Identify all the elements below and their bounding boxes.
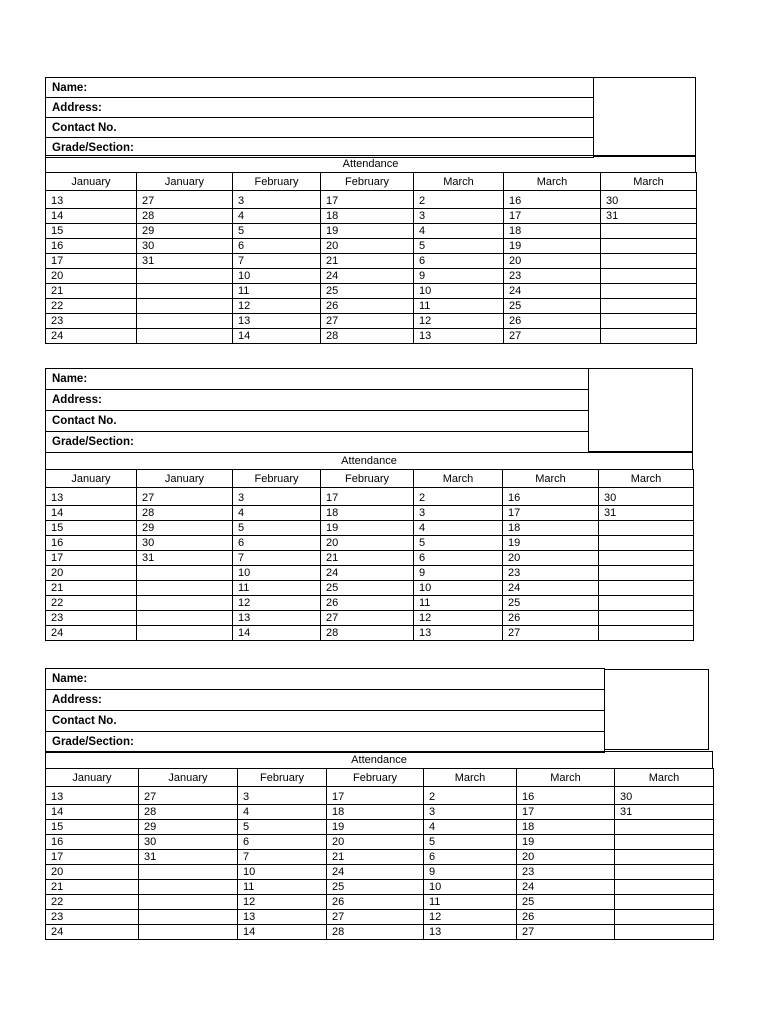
date-cell: 5: [233, 224, 321, 239]
date-cell: 31: [599, 506, 694, 521]
month-header: March: [504, 173, 601, 191]
date-cell: 13: [424, 925, 517, 940]
date-cell: 13: [414, 626, 503, 641]
date-cell: 10: [414, 581, 503, 596]
date-cell: 23: [46, 611, 137, 626]
date-cell: 24: [503, 581, 599, 596]
date-cell: 12: [414, 611, 503, 626]
date-cell: 17: [504, 209, 601, 224]
month-header: March: [414, 470, 503, 488]
date-cell: 21: [46, 581, 137, 596]
date-cell: 16: [503, 488, 599, 506]
date-cell: 18: [321, 209, 414, 224]
date-cell: 18: [504, 224, 601, 239]
date-cell: [139, 895, 238, 910]
date-cell: 16: [46, 536, 137, 551]
date-cell: [601, 314, 697, 329]
date-cell: 12: [233, 596, 321, 611]
date-cell: 6: [414, 254, 504, 269]
date-cell: 30: [599, 488, 694, 506]
table-row: [46, 521, 694, 536]
date-cell: 14: [238, 925, 327, 940]
date-cell: 20: [46, 269, 137, 284]
date-cell: [137, 611, 233, 626]
name-label: Name:: [46, 78, 593, 98]
date-cell: 23: [46, 910, 139, 925]
date-cell: 22: [46, 299, 137, 314]
date-cell: 29: [137, 224, 233, 239]
date-cell: 28: [139, 805, 238, 820]
date-cell: 24: [46, 925, 139, 940]
date-cell: 6: [233, 536, 321, 551]
date-cell: 17: [517, 805, 615, 820]
date-cell: 5: [414, 239, 504, 254]
month-header: February: [327, 769, 424, 787]
date-cell: [599, 626, 694, 641]
date-cell: [137, 626, 233, 641]
date-cell: [601, 269, 697, 284]
table-row: [46, 805, 714, 820]
date-cell: 13: [414, 329, 504, 344]
table-row: [46, 925, 714, 940]
date-cell: 3: [233, 488, 321, 506]
date-cell: 17: [46, 850, 139, 865]
date-cell: 20: [321, 239, 414, 254]
date-cell: [601, 254, 697, 269]
date-cell: 23: [517, 865, 615, 880]
date-cell: 13: [46, 787, 139, 805]
date-cell: 17: [327, 787, 424, 805]
date-cell: [599, 566, 694, 581]
date-cell: 24: [327, 865, 424, 880]
date-cell: [615, 880, 714, 895]
date-cell: 30: [601, 191, 697, 209]
table-row: [46, 551, 694, 566]
table-row: [46, 536, 694, 551]
date-cell: [615, 925, 714, 940]
date-cell: 19: [327, 820, 424, 835]
date-cell: 30: [137, 536, 233, 551]
date-cell: 18: [321, 506, 414, 521]
table-row: [46, 850, 714, 865]
date-cell: 9: [414, 269, 504, 284]
date-cell: 18: [327, 805, 424, 820]
date-cell: 30: [615, 787, 714, 805]
date-cell: [615, 850, 714, 865]
date-cell: 9: [424, 865, 517, 880]
date-cell: [599, 536, 694, 551]
date-cell: 2: [414, 488, 503, 506]
attendance-table: [45, 768, 714, 940]
date-cell: [601, 224, 697, 239]
date-cell: 25: [504, 299, 601, 314]
student-info-block: [45, 368, 589, 453]
date-cell: [137, 596, 233, 611]
attendance-title: Attendance: [45, 452, 693, 469]
date-cell: 14: [46, 209, 137, 224]
month-header-row: [46, 769, 714, 787]
date-cell: 20: [503, 551, 599, 566]
table-row: [46, 566, 694, 581]
date-cell: [137, 269, 233, 284]
date-cell: 12: [233, 299, 321, 314]
date-cell: [137, 299, 233, 314]
date-cell: 22: [46, 596, 137, 611]
date-cell: 11: [424, 895, 517, 910]
date-cell: [615, 910, 714, 925]
date-cell: 20: [321, 536, 414, 551]
date-cell: 14: [233, 329, 321, 344]
date-cell: 31: [137, 254, 233, 269]
date-cell: 28: [321, 329, 414, 344]
date-cell: 24: [517, 880, 615, 895]
date-cell: 11: [233, 284, 321, 299]
date-cell: 13: [233, 611, 321, 626]
date-cell: 26: [321, 596, 414, 611]
table-row: [46, 865, 714, 880]
date-cell: [599, 551, 694, 566]
date-cell: 4: [238, 805, 327, 820]
name-label: Name:: [46, 669, 604, 690]
month-header: January: [137, 173, 233, 191]
date-cell: 26: [503, 611, 599, 626]
date-cell: 10: [424, 880, 517, 895]
date-cell: 31: [615, 805, 714, 820]
month-header: February: [238, 769, 327, 787]
date-cell: [601, 329, 697, 344]
month-header: March: [503, 470, 599, 488]
table-row: [46, 835, 714, 850]
date-cell: 24: [504, 284, 601, 299]
date-cell: 7: [233, 551, 321, 566]
date-cell: [137, 566, 233, 581]
month-header: February: [321, 173, 414, 191]
date-cell: [139, 880, 238, 895]
month-header-row: [46, 470, 694, 488]
date-cell: 23: [46, 314, 137, 329]
grade-section-label: Grade/Section:: [46, 432, 588, 453]
date-cell: 17: [46, 254, 137, 269]
date-cell: 3: [414, 506, 503, 521]
month-header: March: [414, 173, 504, 191]
date-cell: 14: [46, 805, 139, 820]
date-cell: 5: [414, 536, 503, 551]
date-cell: [599, 521, 694, 536]
date-cell: 2: [424, 787, 517, 805]
date-cell: 19: [321, 224, 414, 239]
date-cell: 20: [46, 566, 137, 581]
date-cell: 6: [233, 239, 321, 254]
date-cell: 29: [137, 521, 233, 536]
date-cell: 11: [414, 299, 504, 314]
photo-box: [593, 77, 696, 157]
table-row: [46, 488, 694, 506]
month-header: March: [517, 769, 615, 787]
date-cell: 10: [233, 269, 321, 284]
date-cell: 20: [517, 850, 615, 865]
date-cell: 14: [46, 506, 137, 521]
table-row: [46, 329, 697, 344]
date-cell: 21: [46, 284, 137, 299]
contact-label: Contact No.: [46, 118, 593, 138]
date-cell: [599, 596, 694, 611]
date-cell: 24: [46, 626, 137, 641]
attendance-title: Attendance: [45, 155, 696, 172]
date-cell: 26: [517, 910, 615, 925]
address-label: Address:: [46, 390, 588, 411]
month-header: January: [46, 470, 137, 488]
attendance-table: [45, 469, 694, 641]
date-cell: 27: [504, 329, 601, 344]
date-cell: 24: [321, 269, 414, 284]
date-cell: 23: [503, 566, 599, 581]
date-cell: 19: [321, 521, 414, 536]
month-header: February: [233, 470, 321, 488]
table-row: [46, 506, 694, 521]
date-cell: 14: [233, 626, 321, 641]
date-cell: 21: [321, 551, 414, 566]
date-cell: [139, 910, 238, 925]
grade-section-label: Grade/Section:: [46, 138, 593, 158]
date-cell: [601, 299, 697, 314]
date-cell: 21: [327, 850, 424, 865]
table-row: [46, 269, 697, 284]
date-cell: 31: [139, 850, 238, 865]
date-cell: 9: [414, 566, 503, 581]
date-cell: [615, 895, 714, 910]
date-cell: 27: [137, 488, 233, 506]
month-header: February: [233, 173, 321, 191]
date-cell: 26: [504, 314, 601, 329]
month-header: February: [321, 470, 414, 488]
date-cell: 17: [321, 191, 414, 209]
date-cell: 30: [137, 239, 233, 254]
date-cell: 5: [238, 820, 327, 835]
date-cell: 15: [46, 521, 137, 536]
date-cell: 5: [233, 521, 321, 536]
date-cell: [601, 284, 697, 299]
date-cell: 24: [46, 329, 137, 344]
date-cell: 17: [503, 506, 599, 521]
date-cell: 25: [503, 596, 599, 611]
date-cell: 10: [238, 865, 327, 880]
table-row: [46, 596, 694, 611]
table-row: [46, 254, 697, 269]
date-cell: 4: [233, 209, 321, 224]
date-cell: 28: [137, 506, 233, 521]
date-cell: 20: [504, 254, 601, 269]
month-header: March: [424, 769, 517, 787]
grade-section-label: Grade/Section:: [46, 732, 604, 753]
table-row: [46, 787, 714, 805]
date-cell: 13: [238, 910, 327, 925]
date-cell: 16: [46, 239, 137, 254]
date-cell: 31: [137, 551, 233, 566]
date-cell: 20: [46, 865, 139, 880]
date-cell: 25: [321, 581, 414, 596]
date-cell: 12: [414, 314, 504, 329]
table-row: [46, 224, 697, 239]
date-cell: 22: [46, 895, 139, 910]
date-cell: 2: [414, 191, 504, 209]
date-cell: 19: [504, 239, 601, 254]
date-cell: 3: [233, 191, 321, 209]
date-cell: 3: [238, 787, 327, 805]
date-cell: 11: [233, 581, 321, 596]
date-cell: 16: [504, 191, 601, 209]
contact-label: Contact No.: [46, 411, 588, 432]
date-cell: 7: [238, 850, 327, 865]
date-cell: 3: [424, 805, 517, 820]
date-cell: [615, 835, 714, 850]
date-cell: 31: [601, 209, 697, 224]
date-cell: 7: [233, 254, 321, 269]
table-row: [46, 611, 694, 626]
date-cell: 15: [46, 820, 139, 835]
date-cell: 17: [321, 488, 414, 506]
date-cell: [615, 820, 714, 835]
date-cell: 4: [233, 506, 321, 521]
attendance-table: [45, 172, 697, 344]
date-cell: 25: [327, 880, 424, 895]
date-cell: 26: [327, 895, 424, 910]
date-cell: 29: [139, 820, 238, 835]
date-cell: 28: [321, 626, 414, 641]
date-cell: 18: [503, 521, 599, 536]
table-row: [46, 820, 714, 835]
month-header: January: [139, 769, 238, 787]
date-cell: 15: [46, 224, 137, 239]
attendance-title: Attendance: [45, 751, 713, 768]
date-cell: 3: [414, 209, 504, 224]
date-cell: 16: [46, 835, 139, 850]
photo-box: [604, 669, 709, 750]
date-cell: [137, 581, 233, 596]
date-cell: 10: [233, 566, 321, 581]
table-row: [46, 191, 697, 209]
month-header: March: [599, 470, 694, 488]
table-row: [46, 314, 697, 329]
date-cell: 30: [139, 835, 238, 850]
date-cell: 6: [414, 551, 503, 566]
date-cell: 11: [238, 880, 327, 895]
date-cell: [137, 314, 233, 329]
date-cell: [137, 329, 233, 344]
table-row: [46, 239, 697, 254]
month-header: March: [601, 173, 697, 191]
date-cell: [599, 611, 694, 626]
date-cell: 27: [321, 611, 414, 626]
date-cell: 27: [139, 787, 238, 805]
date-cell: 18: [517, 820, 615, 835]
date-cell: 23: [504, 269, 601, 284]
table-row: [46, 209, 697, 224]
date-cell: 4: [414, 521, 503, 536]
date-cell: 19: [503, 536, 599, 551]
date-cell: 28: [327, 925, 424, 940]
date-cell: 25: [517, 895, 615, 910]
student-info-block: [45, 77, 594, 158]
table-row: [46, 299, 697, 314]
date-cell: 10: [414, 284, 504, 299]
date-cell: 4: [414, 224, 504, 239]
date-cell: 24: [321, 566, 414, 581]
date-cell: 16: [517, 787, 615, 805]
date-cell: 6: [424, 850, 517, 865]
date-cell: [139, 925, 238, 940]
date-cell: [137, 284, 233, 299]
date-cell: 12: [424, 910, 517, 925]
month-header: January: [46, 173, 137, 191]
contact-label: Contact No.: [46, 711, 604, 732]
table-row: [46, 581, 694, 596]
month-header: March: [615, 769, 714, 787]
date-cell: 27: [327, 910, 424, 925]
date-cell: 21: [321, 254, 414, 269]
date-cell: 27: [517, 925, 615, 940]
table-row: [46, 284, 697, 299]
month-header: January: [137, 470, 233, 488]
date-cell: [139, 865, 238, 880]
table-row: [46, 880, 714, 895]
date-cell: 6: [238, 835, 327, 850]
date-cell: 28: [137, 209, 233, 224]
date-cell: 17: [46, 551, 137, 566]
table-row: [46, 626, 694, 641]
month-header: January: [46, 769, 139, 787]
date-cell: 13: [46, 488, 137, 506]
date-cell: 13: [46, 191, 137, 209]
student-info-block: [45, 668, 605, 753]
date-cell: [615, 865, 714, 880]
date-cell: 21: [46, 880, 139, 895]
date-cell: 27: [503, 626, 599, 641]
date-cell: 25: [321, 284, 414, 299]
address-label: Address:: [46, 690, 604, 711]
photo-box: [588, 368, 693, 452]
date-cell: 27: [321, 314, 414, 329]
date-cell: 13: [233, 314, 321, 329]
table-row: [46, 895, 714, 910]
address-label: Address:: [46, 98, 593, 118]
date-cell: 5: [424, 835, 517, 850]
date-cell: 26: [321, 299, 414, 314]
date-cell: 11: [414, 596, 503, 611]
date-cell: [601, 239, 697, 254]
table-row: [46, 910, 714, 925]
date-cell: [599, 581, 694, 596]
date-cell: 27: [137, 191, 233, 209]
date-cell: 12: [238, 895, 327, 910]
date-cell: 20: [327, 835, 424, 850]
month-header-row: [46, 173, 697, 191]
date-cell: 19: [517, 835, 615, 850]
name-label: Name:: [46, 369, 588, 390]
date-cell: 4: [424, 820, 517, 835]
